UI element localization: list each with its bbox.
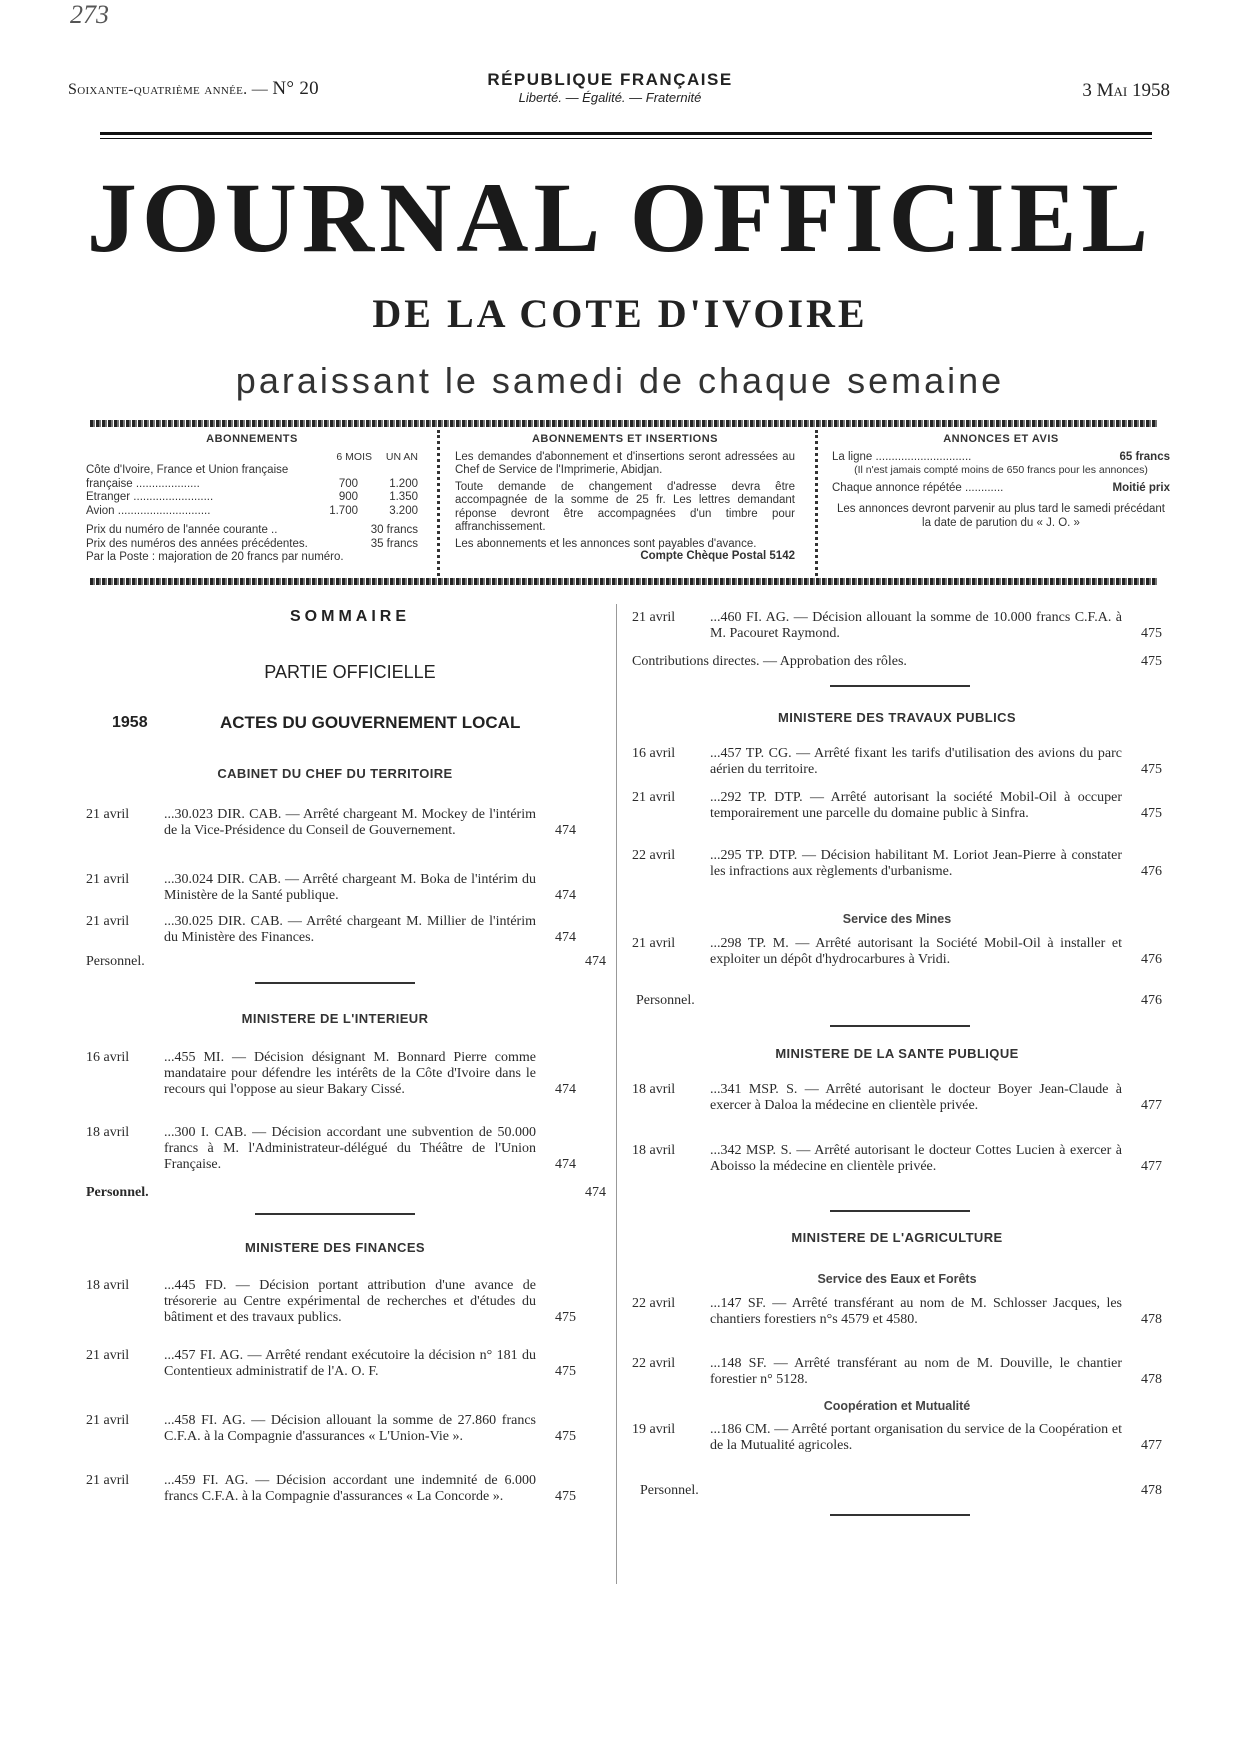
sommaire-entry xyxy=(86,1473,576,1505)
box-separator xyxy=(815,430,818,576)
hatched-rule-bottom xyxy=(90,578,1158,585)
subsection-eaux: Service des Eaux et Forêts xyxy=(817,1272,977,1286)
price-label: Par la Poste : majoration de 20 francs par numéro. xyxy=(86,551,344,563)
ligne-label: La ligne .............................. xyxy=(832,450,972,463)
partie-officielle: PARTIE OFFICIELLE xyxy=(264,662,436,682)
entry-text: ...148 SF. — Arrêté transférant au nom de M. Douville, le chantier forestier n° 5128. xyxy=(710,1356,1122,1387)
entry-text: ...30.024 DIR. CAB. — Arrêté chargeant M. Boka de l'intérim du Ministère de la Santé publique. xyxy=(164,872,536,903)
entry-text: ...455 MI. — Décision désignant M. Bonnard Pierre comme mandataire pour défendre les intérêts de la Côte d'Ivoire dans le recours qui l'oppose au sieur Bakary Cissé. xyxy=(164,1050,536,1097)
entry-text: ...457 TP. CG. — Arrêté fixant les tarifs d'utilisation des avions du parc aérien du territoire. xyxy=(710,746,1122,777)
ligne-value: 65 francs xyxy=(1119,450,1170,463)
price-value: 1.700 xyxy=(329,504,358,517)
annonces-box xyxy=(832,433,1170,569)
entry-text: ...186 CM. — Arrêté portant organisation du service de la Coopération et de la Mutualité agricoles. xyxy=(710,1422,1122,1453)
personnel-line xyxy=(86,1185,606,1201)
price-value: 35 francs xyxy=(370,537,418,550)
sommaire-entry xyxy=(86,1050,576,1098)
insertions-text-1: Les demandes d'abonnement et d'insertions seront adressées au Chef de Service de l'Imprimerie, Abidjan. xyxy=(455,450,795,476)
issue-info xyxy=(68,78,319,100)
column-divider xyxy=(616,604,617,1584)
ligne-row xyxy=(832,451,1170,465)
hatched-rule-top xyxy=(90,420,1158,427)
entry-page: 477 xyxy=(1141,1098,1162,1113)
entry-page: 475 xyxy=(555,1310,576,1325)
box-separator xyxy=(437,430,440,576)
sommaire-year: 1958 xyxy=(112,714,148,731)
personnel-label: Personnel. xyxy=(86,954,145,969)
postal-account: Compte Chèque Postal 5142 xyxy=(640,550,795,562)
sommaire-entry xyxy=(86,1125,576,1173)
contributions-label: Contributions directes. — Approbation des rôles. xyxy=(632,654,907,669)
entry-date: 16 avril xyxy=(632,746,676,761)
issue-year: Soixante-quatrième année. — xyxy=(68,81,269,98)
sommaire-entry xyxy=(86,914,576,946)
personnel-label: Personnel. xyxy=(86,1185,149,1200)
sommaire-entry xyxy=(86,1348,576,1380)
entry-page: 475 xyxy=(555,1429,576,1444)
entry-text: ...30.023 DIR. CAB. — Arrêté chargeant M. Mockey de l'intérim de la Vice-Présidence du Conseil de Gouvernement. xyxy=(164,807,536,838)
entry-page: 475 xyxy=(1141,626,1162,641)
insertions-box xyxy=(455,433,795,569)
contributions-page: 475 xyxy=(1141,654,1162,669)
annonces-heading: ANNONCES ET AVIS xyxy=(943,433,1059,445)
entry-date: 21 avril xyxy=(632,936,676,951)
personnel-line xyxy=(640,1483,1162,1499)
sommaire-entry xyxy=(632,1143,1162,1175)
price-row xyxy=(86,505,418,519)
sommaire-entry xyxy=(86,1413,576,1445)
header-rule xyxy=(100,132,1152,135)
entry-page: 477 xyxy=(1141,1159,1162,1174)
price-label: française .................... xyxy=(86,477,200,490)
entry-text: ...300 I. CAB. — Décision accordant une subvention de 50.000 francs à M. l'Administrateur-délégué du Théâtre de l'Union Française. xyxy=(164,1125,536,1172)
annonces-note: (Il n'est jamais compté moins de 650 francs pour les annonces) xyxy=(854,464,1148,476)
price-label: Prix du numéro de l'année courante .. xyxy=(86,524,278,536)
section-divider xyxy=(830,1514,970,1516)
masthead-subtitle: DE LA COTE D'IVOIRE xyxy=(372,291,868,336)
entry-page: 474 xyxy=(555,1082,576,1097)
price-row xyxy=(86,524,418,538)
section-finances: MINISTERE DES FINANCES xyxy=(245,1240,425,1255)
price-value xyxy=(358,551,418,565)
entry-date: 22 avril xyxy=(632,1356,676,1371)
personnel-label: Personnel. xyxy=(636,993,695,1008)
header-rule-thin xyxy=(100,138,1152,139)
entry-date: 22 avril xyxy=(632,1296,676,1311)
entry-date: 18 avril xyxy=(632,1082,676,1097)
personnel-page: 478 xyxy=(1141,1483,1162,1498)
sommaire-entry xyxy=(632,746,1162,778)
entry-date: 21 avril xyxy=(86,1413,130,1428)
sommaire-entry xyxy=(632,1422,1162,1454)
insertions-text-3: Les abonnements et les annonces sont payables d'avance. xyxy=(455,537,757,550)
insertions-heading: ABONNEMENTS ET INSERTIONS xyxy=(531,433,719,445)
contributions-line xyxy=(632,654,1162,670)
entry-text: ...295 TP. DTP. — Décision habilitant M. Loriot Jean-Pierre à constater les infractions aux règlements d'urbanisme. xyxy=(710,848,1122,879)
personnel-label: Personnel. xyxy=(640,1483,699,1498)
price-row xyxy=(86,538,418,552)
republic-motto: Liberté. — Égalité. — Fraternité xyxy=(518,90,702,105)
entry-date: 21 avril xyxy=(86,1348,130,1363)
section-sante: MINISTERE DE LA SANTE PUBLIQUE xyxy=(775,1046,1019,1061)
entry-date: 22 avril xyxy=(632,848,676,863)
section-agriculture: MINISTERE DE L'AGRICULTURE xyxy=(791,1230,1003,1245)
sommaire-entry xyxy=(632,1296,1162,1328)
sommaire-entry xyxy=(632,1082,1162,1114)
entry-text: ...30.025 DIR. CAB. — Arrêté chargeant M. Millier de l'intérim du Ministère des Finances. xyxy=(164,914,536,945)
section-divider xyxy=(830,1210,970,1212)
entry-page: 474 xyxy=(555,930,576,945)
price-label: Prix des numéros des années précédentes. xyxy=(86,537,308,550)
repete-row xyxy=(832,482,1170,496)
sommaire-title: SOMMAIRE xyxy=(290,608,410,625)
sommaire-entry xyxy=(632,936,1162,968)
actes-heading: ACTES DU GOUVERNEMENT LOCAL xyxy=(220,713,521,732)
price-value: 30 francs xyxy=(370,524,418,536)
sommaire-entry xyxy=(86,872,576,904)
abonnements-box xyxy=(86,433,418,569)
price-value: 900 xyxy=(338,491,358,503)
entry-date: 18 avril xyxy=(632,1143,676,1158)
entry-text: ...457 FI. AG. — Arrêté rendant exécutoire la décision n° 181 du Contentieux administratif de l'A. O. F. xyxy=(164,1348,536,1379)
entry-date: 21 avril xyxy=(86,914,130,929)
issue-date: 3 Mai 1958 xyxy=(1082,80,1170,101)
col-one-year: UN AN xyxy=(385,450,418,463)
price-value: 700 xyxy=(338,477,358,490)
entry-date: 18 avril xyxy=(86,1278,130,1293)
entry-page: 476 xyxy=(1141,952,1162,967)
entry-date: 18 avril xyxy=(86,1125,130,1140)
entry-text: ...341 MSP. S. — Arrêté autorisant le docteur Boyer Jean-Claude à exercer à Daloa la médecine en clientèle privée. xyxy=(710,1082,1122,1113)
sommaire-entry xyxy=(632,610,1162,642)
entry-page: 474 xyxy=(555,888,576,903)
personnel-page: 474 xyxy=(585,954,606,969)
subsection-cooperation: Coopération et Mutualité xyxy=(823,1399,971,1413)
section-divider xyxy=(255,1213,415,1215)
sommaire-entry xyxy=(632,848,1162,880)
entry-date: 21 avril xyxy=(86,872,130,887)
entry-text: ...460 FI. AG. — Décision allouant la somme de 10.000 francs C.F.A. à M. Pacouret Raymond. xyxy=(710,610,1122,641)
repete-value: Moitié prix xyxy=(1112,481,1170,494)
destination-label: Côte d'Ivoire, France et Union française xyxy=(86,464,289,476)
price-label: Etranger ......................... xyxy=(86,491,214,503)
entry-page: 475 xyxy=(555,1364,576,1379)
price-row xyxy=(86,478,418,492)
republic-block xyxy=(420,70,800,105)
entry-page: 475 xyxy=(1141,806,1162,821)
issue-number: N° 20 xyxy=(272,78,319,99)
entry-text: ...459 FI. AG. — Décision accordant une indemnité de 6.000 francs C.F.A. à la Compagnie d'assurances « La Concorde ». xyxy=(164,1473,536,1504)
col-six-months: 6 MOIS xyxy=(336,450,372,463)
republic-name: RÉPUBLIQUE FRANÇAISE xyxy=(487,70,733,89)
section-travaux: MINISTERE DES TRAVAUX PUBLICS xyxy=(778,710,1016,725)
section-interieur: MINISTERE DE L'INTERIEUR xyxy=(241,1011,429,1026)
price-row xyxy=(86,491,418,505)
insertions-text-2: Toute demande de changement d'adresse devra être accompagnée de la somme de 25 fr. Les lettres demandant réponse devront être accompagnées d'un timbre pour affranchissement. xyxy=(455,480,795,533)
section-divider xyxy=(830,685,970,687)
entry-page: 474 xyxy=(555,823,576,838)
annonces-footer: Les annonces devront parvenir au plus tard le samedi précédant la date de parution du « J. O. » xyxy=(837,503,1165,529)
masthead-title: JOURNAL OFFICIEL xyxy=(86,162,1154,273)
entry-text: ...147 SF. — Arrêté transférant au nom de M. Schlosser Jacques, les chantiers forestiers n°s 4579 et 4580. xyxy=(710,1296,1122,1327)
entry-page: 475 xyxy=(555,1489,576,1504)
entry-page: 474 xyxy=(555,1157,576,1172)
entry-date: 21 avril xyxy=(86,1473,130,1488)
entry-text: ...445 FD. — Décision portant attribution d'une avance de trésorerie au Centre expérimental de recherches et d'études du bâtiment et des travaux publics. xyxy=(164,1278,536,1325)
abonnements-heading: ABONNEMENTS xyxy=(206,433,298,445)
entry-text: ...298 TP. M. — Arrêté autorisant la Société Mobil-Oil à installer et exploiter un dépôt d'hydrocarbures à Vridi. xyxy=(710,936,1122,967)
abonnements-columns xyxy=(86,451,418,465)
entry-date: 16 avril xyxy=(86,1050,130,1065)
section-divider xyxy=(255,982,415,984)
entry-date: 21 avril xyxy=(632,790,676,805)
entry-date: 21 avril xyxy=(86,807,130,822)
entry-text: ...458 FI. AG. — Décision allouant la somme de 27.860 francs C.F.A. à la Compagnie d'assurances « L'Union-Vie ». xyxy=(164,1413,536,1444)
entry-date: 19 avril xyxy=(632,1422,676,1437)
entry-page: 475 xyxy=(1141,762,1162,777)
entry-page: 478 xyxy=(1141,1312,1162,1327)
price-label: Avion ............................. xyxy=(86,504,211,517)
section-divider xyxy=(830,1025,970,1027)
entry-page: 478 xyxy=(1141,1372,1162,1387)
entry-text: ...292 TP. DTP. — Arrêté autorisant la société Mobil-Oil à occuper temporairement une parcelle du domaine public à Sinfra. xyxy=(710,790,1122,821)
handwritten-mark: 273 xyxy=(70,0,109,29)
personnel-page: 476 xyxy=(1141,993,1162,1008)
sommaire-entry xyxy=(86,1278,576,1326)
sommaire-entry xyxy=(632,790,1162,822)
personnel-page: 474 xyxy=(585,1185,606,1200)
section-cabinet: CABINET DU CHEF DU TERRITOIRE xyxy=(217,766,453,781)
sommaire-entry xyxy=(632,1356,1162,1388)
price-value: 1.200 xyxy=(389,477,418,490)
subsection-mines: Service des Mines xyxy=(842,912,952,926)
personnel-line xyxy=(86,954,606,970)
entry-date: 21 avril xyxy=(632,610,676,625)
entry-page: 476 xyxy=(1141,864,1162,879)
entry-text: ...342 MSP. S. — Arrêté autorisant le docteur Cottes Lucien à exercer à Aboisso la médecine en clientèle privée. xyxy=(710,1143,1122,1174)
repete-label: Chaque annonce répétée ............ xyxy=(832,481,1004,494)
sommaire-entry xyxy=(86,807,576,839)
masthead-tagline: paraissant le samedi de chaque semaine xyxy=(235,360,1005,401)
price-row xyxy=(86,551,418,565)
entry-page: 477 xyxy=(1141,1438,1162,1453)
personnel-line xyxy=(636,993,1162,1009)
price-value: 3.200 xyxy=(389,504,418,517)
price-value: 1.350 xyxy=(389,491,418,503)
